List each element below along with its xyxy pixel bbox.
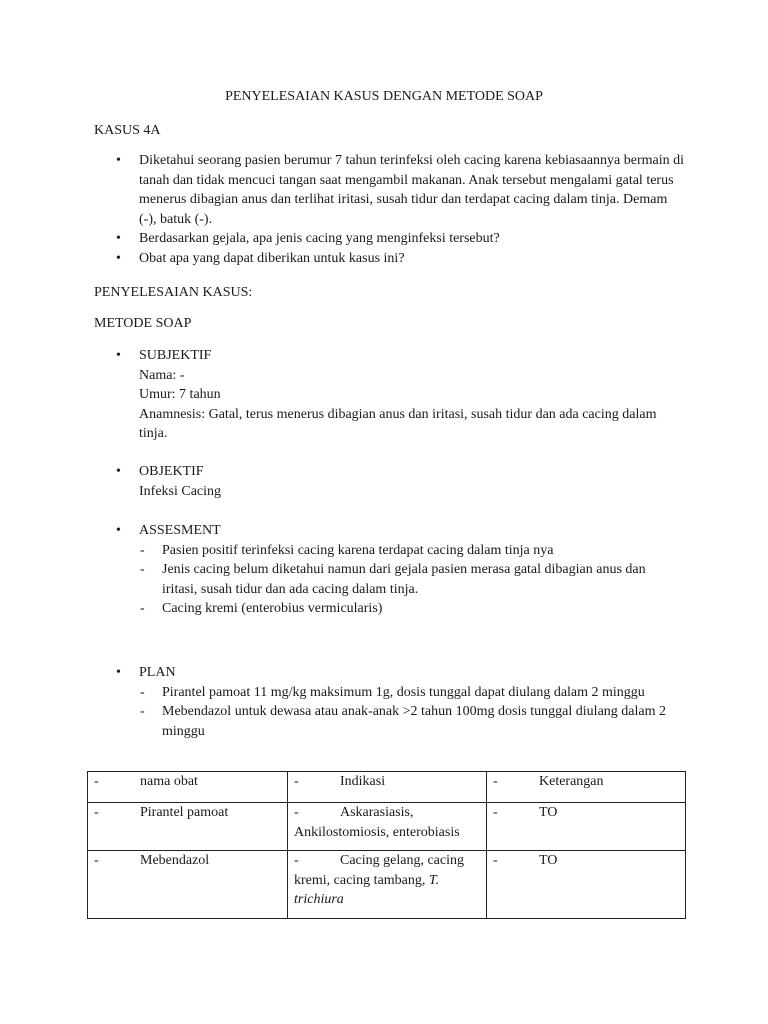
dash-marker: - <box>294 805 299 820</box>
dash-marker: - <box>94 805 99 820</box>
table-header-cell <box>288 772 487 803</box>
case-point: • Berdasarkan gejala, apa jenis cacing yang menginfeksi tersebut? <box>94 229 684 249</box>
plan-heading: • PLAN <box>94 663 684 683</box>
drug-name: Pirantel pamoat <box>140 805 229 820</box>
objective-section <box>94 462 684 501</box>
table-header-cell <box>88 772 288 803</box>
drug-note: TO <box>539 853 558 868</box>
table-row <box>88 851 686 919</box>
table-cell <box>487 803 686 851</box>
case-label: KASUS 4A <box>94 123 161 138</box>
dash-marker: - <box>493 853 498 868</box>
assessment-list <box>94 541 684 619</box>
dash-marker: - <box>294 774 299 789</box>
header-note: Keterangan <box>539 774 604 789</box>
dash-marker: - <box>94 774 99 789</box>
assessment-item: - Jenis cacing belum diketahui namun dari gejala pasien merasa gatal dibagian anus dan iritasi, susah tidur dan ada cacing dalam tinja. <box>94 560 684 599</box>
table-cell <box>487 851 686 919</box>
assessment-item: - Pasien positif terinfeksi cacing karena terdapat cacing dalam tinja nya <box>94 541 684 561</box>
drug-indication: Askarasiasis, Ankilostomiosis, enterobiasis <box>294 805 460 840</box>
drug-table <box>87 771 686 919</box>
plan-list <box>94 683 684 742</box>
plan-section <box>94 663 684 741</box>
assessment-section <box>94 521 684 619</box>
table-cell <box>288 803 487 851</box>
case-point: • Diketahui seorang pasien berumur 7 tahun terinfeksi oleh cacing karena kebiasaannya bermain di tanah dan tidak mencuci tangan saat mengambil makanan. Anak tersebut mengalami gatal terus menerus dibagian anus dan terlihat iritasi, susah tidur dan terdapat cacing dalam tinja. Demam (-), batuk (-). <box>94 151 684 229</box>
drug-indication-italic: T. trichiura <box>294 872 440 907</box>
table-cell <box>88 851 288 919</box>
drug-indication: Cacing gelang, cacing kremi, cacing tambang, <box>294 853 465 888</box>
assessment-heading: • ASSESMENT <box>94 521 684 541</box>
header-drug-name: nama obat <box>140 774 198 789</box>
plan-item: - Pirantel pamoat 11 mg/kg maksimum 1g, dosis tunggal dapat diulang dalam 2 minggu <box>94 683 684 703</box>
case-points-list <box>94 151 684 268</box>
subjective-anamnesis: Anamnesis: Gatal, terus menerus dibagian anus dan iritasi, susah tidur dan ada cacing dalam tinja. <box>139 406 657 441</box>
dash-marker: - <box>294 853 299 868</box>
table-cell <box>88 803 288 851</box>
page-title: PENYELESAIAN KASUS DENGAN METODE SOAP <box>225 89 543 104</box>
plan-item: - Mebendazol untuk dewasa atau anak-anak >2 tahun 100mg dosis tunggal diulang dalam 2 minggu <box>94 702 684 741</box>
solution-label: PENYELESAIAN KASUS: <box>94 285 253 300</box>
drug-note: TO <box>539 805 558 820</box>
table-cell <box>288 851 487 919</box>
subjective-section <box>94 346 684 444</box>
dash-marker: - <box>94 853 99 868</box>
table-header-cell <box>487 772 686 803</box>
assessment-item: - Cacing kremi (enterobius vermicularis) <box>94 599 684 619</box>
header-indication: Indikasi <box>340 774 386 789</box>
drug-name: Mebendazol <box>140 853 210 868</box>
method-label: METODE SOAP <box>94 316 192 331</box>
subjective-age: Umur: 7 tahun <box>139 387 221 402</box>
table-header-row <box>88 772 686 803</box>
dash-marker: - <box>493 774 498 789</box>
table-row <box>88 803 686 851</box>
subjective-heading: • SUBJEKTIF <box>94 346 684 366</box>
dash-marker: - <box>493 805 498 820</box>
case-point: • Obat apa yang dapat diberikan untuk kasus ini? <box>94 249 684 269</box>
objective-text: Infeksi Cacing <box>139 483 222 499</box>
objective-heading: • OBJEKTIF <box>94 462 684 482</box>
subjective-name: Nama: - <box>139 367 185 383</box>
